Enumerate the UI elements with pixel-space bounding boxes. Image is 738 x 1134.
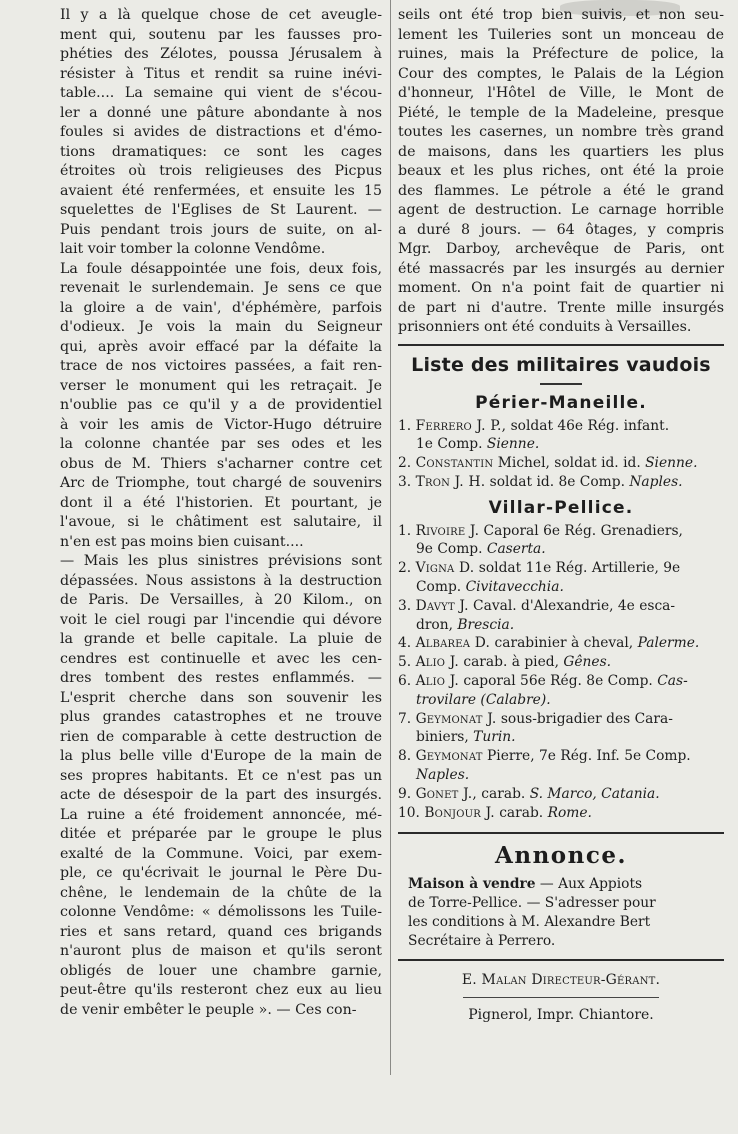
item-place: Sienne. xyxy=(645,455,698,472)
item-detail: carabinier à cheval, xyxy=(490,635,638,652)
text-line: obligés de louer une chambre garnie, xyxy=(60,962,382,979)
list-item xyxy=(398,747,724,766)
item-place: Sienne. xyxy=(486,436,540,453)
text-line: la plus belle ville d'Europe de la main de xyxy=(60,748,382,764)
soldier-name: Alio J. xyxy=(415,673,459,690)
text-line: tions dramatiques: ce sont les cages xyxy=(60,143,382,160)
printer-line: Pignerol, Impr. Chiantore. xyxy=(468,1006,654,1023)
text-line: colonne Vendôme: « démolissons les Tuile- xyxy=(60,904,382,920)
text-line: résister à Titus et rendit sa ruine inévi- xyxy=(60,65,382,82)
article-text-right xyxy=(398,6,724,338)
text-line: n'oublie pas ce qu'il y a de providentiel xyxy=(60,397,382,413)
list-item-continuation xyxy=(398,728,724,747)
item-detail: Comp. xyxy=(416,579,466,596)
list-item xyxy=(398,417,724,436)
text-line: beaux et les plus riches, ont été la proie xyxy=(398,163,724,179)
soldier-name: Ferrero J. P., xyxy=(415,417,507,434)
item-number: 1. xyxy=(398,417,416,434)
text-line: ses propres habitants. Et ce n'est pas un xyxy=(60,767,382,784)
item-number: 10. xyxy=(398,804,425,821)
item-detail: Caval. d'Alexandrie, 4e esca- xyxy=(468,597,676,614)
item-detail: soldat 11e Rég. Artillerie, 9e xyxy=(474,560,681,577)
list-item xyxy=(398,473,724,492)
text-line: foules si avides de distractions et d'émo- xyxy=(60,124,382,140)
text-line: plus grandes catastrophes et ne trouve xyxy=(60,709,382,725)
annonce-heading: Maison à vendre xyxy=(408,876,536,893)
text-line: l'avoue, si le châtiment est salutaire, il xyxy=(60,514,382,530)
text-line: la grande et belle capitale. La pluie de xyxy=(60,631,382,647)
text-line: L'esprit cherche dans son souvenir les xyxy=(60,689,382,706)
annonce-body: de Torre-Pellice. — S'adresser pour xyxy=(408,895,656,912)
text-line: dépassées. Nous assistons à la destruction xyxy=(60,572,382,589)
text-line: ple, ce qu'écrivait le journal le Père Du- xyxy=(60,865,382,881)
soldier-name: Constantin xyxy=(415,455,494,472)
left-column xyxy=(60,6,382,1020)
item-place: Naples. xyxy=(416,767,470,784)
item-number: 2. xyxy=(398,560,416,577)
item-place: Civitavecchia. xyxy=(465,579,564,596)
text-line: verser le monument qui les retraçait. Je xyxy=(60,377,382,394)
list-item xyxy=(398,653,724,672)
text-line: ler a donné une pâture abondante à nos xyxy=(60,104,382,121)
item-detail: biniers, xyxy=(416,729,474,746)
text-line: de maisons, dans les quartiers les plus xyxy=(398,143,724,160)
list-item-continuation xyxy=(398,578,724,597)
text-line: étroites où trois religieuses des Picpus xyxy=(60,163,382,179)
text-line: cendres est continuelle et avec les cen- xyxy=(60,650,382,667)
text-line: des flammes. Le pétrole a été le grand xyxy=(398,182,724,199)
text-line: Cour des comptes, le Palais de la Légion xyxy=(398,65,724,82)
text-line: Mgr. Darboy, archevêque de Paris, ont xyxy=(398,241,724,257)
text-line: Piété, le temple de la Madeleine, presque xyxy=(398,104,724,121)
annonce-line xyxy=(408,875,724,894)
right-column xyxy=(398,6,724,1026)
item-place: Gênes. xyxy=(563,654,612,671)
item-place: S. Marco, Catania. xyxy=(529,785,660,802)
item-place: Rome. xyxy=(547,804,592,821)
list-item xyxy=(398,785,724,804)
text-line: agent de destruction. Le carnage horrible xyxy=(398,202,724,218)
item-detail: Pierre, 7e Rég. Inf. 5e Comp. xyxy=(482,748,691,765)
item-detail: Caporal 6e Rég. Grenadiers, xyxy=(479,522,683,539)
small-rule xyxy=(463,997,659,998)
text-line: obus de M. Thiers s'acharner contre cet xyxy=(60,455,382,472)
soldier-name: Bonjour J. xyxy=(424,804,495,821)
item-place: Turin. xyxy=(473,729,516,746)
list-title: Liste des militaires vaudois xyxy=(411,353,711,376)
text-line: ruines, mais la Préfecture de police, la xyxy=(398,46,724,62)
text-line: seils ont été trop bien suivis, et non seu- xyxy=(398,7,724,23)
item-detail: 1e Comp. xyxy=(416,436,487,453)
list-item xyxy=(398,597,724,616)
text-line: été massacrés par les insurgés au dernier xyxy=(398,260,724,277)
text-line: Il y a là quelque chose de cet aveugle- xyxy=(60,7,382,23)
text-line: prisonniers ont été conduits à Versailles. xyxy=(398,319,692,335)
section-rule xyxy=(398,344,724,346)
item-detail: carab. xyxy=(476,785,530,802)
item-place: Brescia. xyxy=(457,616,515,633)
annonce-title: Annonce. xyxy=(495,842,627,870)
item-detail: carab. xyxy=(494,804,548,821)
section-title-villar: Villar-Pellice. xyxy=(488,497,634,518)
list-item xyxy=(398,672,724,691)
text-line: qui, après avoir effacé par la défaite la xyxy=(60,338,382,355)
item-detail: 9e Comp. xyxy=(416,541,487,558)
column-divider xyxy=(390,0,391,1075)
text-line: phéties des Zélotes, poussa Jérusalem à xyxy=(60,46,382,62)
item-detail: dron, xyxy=(416,616,458,633)
item-number: 1. xyxy=(398,522,416,539)
item-number: 6. xyxy=(398,673,416,690)
text-line: trace de nos victoires passées, a fait ren- xyxy=(60,358,382,374)
soldier-name: Alio J. xyxy=(415,654,459,671)
soldier-name: Rivoire J. xyxy=(415,522,480,539)
list-item xyxy=(398,804,724,823)
list-item-continuation xyxy=(398,616,724,635)
text-line: ries et sans retard, quand ces brigands xyxy=(60,923,382,940)
section-title-perier: Périer-Maneille. xyxy=(475,392,647,413)
military-list-villar xyxy=(398,522,724,823)
text-line: ment qui, soutenu par les fausses pro- xyxy=(60,26,382,43)
annonce-line xyxy=(408,932,724,951)
annonce-body: — Aux Appiots xyxy=(535,876,643,893)
text-line: exalté de la Commune. Voici, par exem- xyxy=(60,845,382,862)
article-text-left xyxy=(60,6,382,1020)
military-list-perier xyxy=(398,417,724,492)
soldier-name: Geymonat J. xyxy=(415,710,497,727)
text-line: acte de désespoir de la part des insurgés. xyxy=(60,787,382,803)
item-place: Naples. xyxy=(629,473,683,490)
list-item xyxy=(398,522,724,541)
text-line: revenait le surlendemain. Je sens ce que xyxy=(60,280,382,296)
item-number: 3. xyxy=(398,473,416,490)
text-line: ditée et préparée par le groupe le plus xyxy=(60,826,382,842)
item-number: 2. xyxy=(398,455,416,472)
item-number: 5. xyxy=(398,654,416,671)
text-line: de part ni d'autre. Trente mille insurgés xyxy=(398,299,724,316)
text-line: n'auront plus de maison et qu'ils seront xyxy=(60,943,382,959)
item-detail: soldat 46e Rég. infant. xyxy=(506,417,670,434)
text-line: La ruine a été froidement annoncée, mé- xyxy=(60,806,382,823)
text-line: peut-être qu'ils resteront chez eux au lieu xyxy=(60,982,382,998)
list-item xyxy=(398,559,724,578)
text-line: Arc de Triomphe, tout chargé de souvenirs xyxy=(60,475,382,491)
text-line: La foule désappointée une fois, deux fois, xyxy=(60,260,382,277)
soldier-name: Gonet J., xyxy=(415,785,477,802)
item-detail: caporal 56e Rég. 8e Comp. xyxy=(458,673,658,690)
text-line: d'odieux. Je vois la main du Seigneur xyxy=(60,319,382,335)
item-number: 3. xyxy=(398,597,416,614)
list-item xyxy=(398,454,724,473)
text-line: — Mais les plus sinistres prévisions sont xyxy=(60,553,382,569)
text-line: lait voir tomber la colonne Vendôme. xyxy=(60,241,326,257)
text-line: moment. On n'a point fait de quartier ni xyxy=(398,280,724,296)
list-item xyxy=(398,710,724,729)
text-line: n'en est pas moins bien cuisant.... xyxy=(60,533,304,550)
item-detail: soldat id. 8e Comp. xyxy=(485,473,630,490)
text-line: avaient été renfermées, et ensuite les 15 xyxy=(60,182,382,199)
item-place: trovilare (Calabre). xyxy=(416,691,551,708)
item-detail: Michel, soldat id. id. xyxy=(493,455,646,472)
text-line: dont il a été l'historien. Et pourtant, je xyxy=(60,494,382,511)
text-line: Puis pendant trois jours de suite, on al- xyxy=(60,221,382,238)
item-place: Caserta. xyxy=(486,541,546,558)
item-place: Palerme. xyxy=(637,635,700,652)
item-number: 9. xyxy=(398,785,416,802)
text-line: voit le ciel rougi par l'incendie qui dévore xyxy=(60,611,382,628)
text-line: toutes les casernes, un nombre très grand xyxy=(398,124,724,140)
soldier-name: Tron J. H. xyxy=(415,473,486,490)
text-line: a duré 8 jours. — 64 ôtages, y compris xyxy=(398,221,724,238)
soldier-name: Albarea D. xyxy=(415,635,491,652)
item-place: Cas- xyxy=(657,673,688,690)
annonce-body: Secrétaire à Perrero. xyxy=(408,932,556,949)
text-line: table.... La semaine qui vient de s'écou- xyxy=(60,85,382,101)
list-item-continuation xyxy=(398,691,724,710)
text-line: rien de comparable à cette destruction de xyxy=(60,728,382,745)
list-item-continuation xyxy=(398,435,724,454)
annonce-line xyxy=(408,913,724,932)
list-item xyxy=(398,634,724,653)
item-number: 8. xyxy=(398,748,416,765)
item-number: 7. xyxy=(398,710,416,727)
text-line: dres tombent des restes enflammés. — xyxy=(60,670,382,686)
text-line: la gloire a de vain', d'éphémère, parfois xyxy=(60,299,382,316)
annonce-line xyxy=(408,894,724,913)
soldier-name: Vigna D. xyxy=(415,560,475,577)
soldier-name: Davyt J. xyxy=(415,597,469,614)
soldier-name: Geymonat xyxy=(415,748,483,765)
annonce-body: les conditions à M. Alexandre Bert xyxy=(408,914,651,931)
director-line: E. Malan Directeur-Gérant. xyxy=(461,971,661,988)
item-detail: carab. à pied, xyxy=(458,654,564,671)
section-rule xyxy=(398,832,724,834)
list-item-continuation xyxy=(398,766,724,785)
text-line: chêne, le lendemain de la chûte de la xyxy=(60,884,382,901)
text-line: de Paris. De Versailles, à 20 Kilom., on xyxy=(60,592,382,608)
text-line: lement les Tuileries sont un monceau de xyxy=(398,26,724,43)
text-line: d'honneur, l'Hôtel de Ville, le Mont de xyxy=(398,85,724,101)
title-ornament xyxy=(540,383,582,385)
item-number: 4. xyxy=(398,635,416,652)
item-detail: sous-brigadier des Cara- xyxy=(496,710,673,727)
text-line: squelettes de l'Eglises de St Laurent. — xyxy=(60,202,382,218)
text-line: de venir embêter le peuple ». — Ces con- xyxy=(60,1001,357,1018)
text-line: à voir les amis de Victor-Hugo détruire xyxy=(60,416,382,433)
annonce-text xyxy=(398,875,724,950)
list-item-continuation xyxy=(398,540,724,559)
text-line: la colonne chantée par ses odes et les xyxy=(60,436,382,452)
section-rule xyxy=(398,959,724,961)
